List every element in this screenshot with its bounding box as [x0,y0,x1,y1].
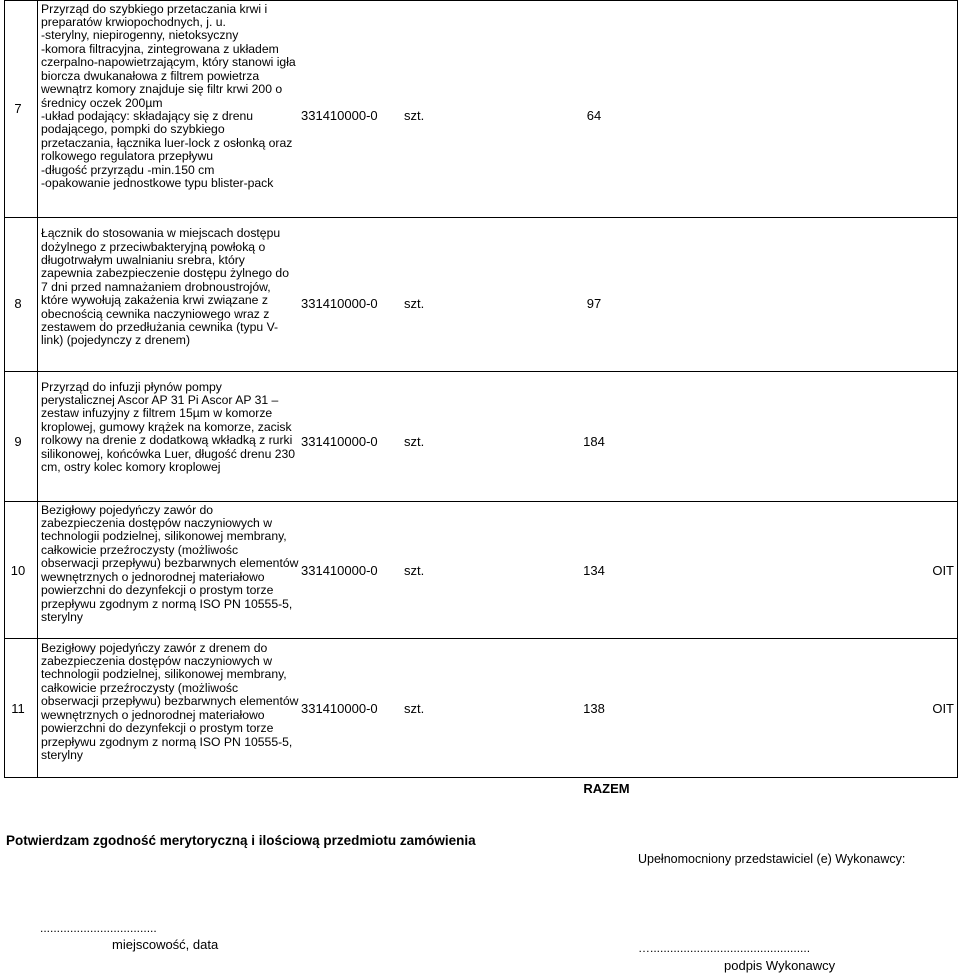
row-unit: szt. [404,562,425,578]
place-date-line: ................................... [40,921,157,935]
signature-line: …................................................ [638,941,811,955]
total-label: RAZEM [583,781,630,796]
row-unit: szt. [404,700,425,716]
row-description: Łącznik do stosowania w miejscach dostępu dożylnego z przeciwbakteryjną powłoką o długotrwałym uwalnianiu srebra, który zapewnia zabezpieczenie dostępu żylnego do 7 dni przed namnażaniem drobnoustrojów, które wywołują zakażenia krwi związane z obecnością cewnika naczyniowego wraz z zestawem do przedłużania cewnika (typu V- link) (pojedynczy z drenem) [41,226,289,348]
representative-label: Upełnomocniony przedstawiciel (e) Wykonawcy: [638,852,906,866]
row-unit: szt. [404,295,425,311]
row-cpv-code: 331410000-0 [301,562,378,578]
row-description: Przyrząd do infuzji płynów pompy perystalicznej Ascor AP 31 Pi Ascor AP 31 – zestaw infuzyjny z filtrem 15µm w komorze kroplowej, gumowy krążek na komorze, zacisk rolkowy na drenie z dodatkową wkładką z rurki silikonowej, końcówka Luer, długość drenu 230 cm, ostry kolec komory kroplowej [41,379,296,475]
row-category [884,218,954,388]
row-number: 11 [11,700,25,716]
row-quantity: 97 [586,295,602,311]
confirmation-statement: Potwierdzam zgodność merytoryczną i ilościową przedmiotu zamówienia [6,833,476,848]
row-cpv-code: 331410000-0 [301,107,378,123]
row-cpv-code: 331410000-0 [301,295,378,311]
row-quantity: 138 [583,700,605,716]
signature-label: podpis Wykonawcy [724,958,836,973]
col-border [37,0,38,778]
row-quantity: 134 [583,562,605,578]
row-border [4,777,958,778]
row-number: 10 [10,562,26,578]
row-unit: szt. [404,433,425,449]
row-category: OIT [932,562,954,578]
row-number: 8 [14,295,22,311]
row-category [884,372,954,510]
row-quantity: 184 [583,433,605,449]
place-date-label: miejscowość, data [112,937,219,952]
row-number: 7 [14,101,22,116]
row-description: Bezigłowy pojedyńczy zawór do zabezpieczenia dostępów naczyniowych w technologii podzielnej, silikonowej membrany, całkowicie przeźroczysty (możliwośc obserwacji przepływu) bezbarwnych elementów wewnętrznych o jednorodnej materiałowo powierzchni do dezynfekcji o prostym torze przepływu zgodnym z normą ISO PN 10555-5, sterylny [41,502,299,624]
row-category: OIT [932,700,954,716]
row-quantity: 64 [586,107,602,123]
row-cpv-code: 331410000-0 [301,433,378,449]
row-number: 9 [14,433,22,449]
order-table [4,0,958,797]
row-category [884,0,954,230]
row-cpv-code: 331410000-0 [301,700,378,716]
row-unit: szt. [404,107,425,123]
col-border [957,0,958,778]
row-description: Bezigłowy pojedyńczy zawór z drenem do zabezpieczenia dostępów naczyniowych w technologii podzielnej, silikonowej membrany, całkowicie przeźroczysty (możliwośc obserwacji przepływu) bezbarwnych elementów wewnętrznych o jednorodnej materiałowo powierzchni do dezynfekcji o prostym torze przepływu zgodnym z normą ISO PN 10555-5, sterylny [41,640,299,762]
row-description: Przyrząd do szybkiego przetaczania krwi i preparatów krwiopochodnych, j. u. -sterylny, niepirogenny, nietoksyczny -komora filtracyjna, zintegrowana z układem czerpalno-napowietrzającym, który stanowi igła biorcza dwukanałowa z filtrem powietrza wewnątrz komory znajduje się filtr krwi 200 o średnicy oczek 200µm -układ podający: składający się z drenu podającego, pompki do szybkiego przetaczania, łącznika luer-lock z osłonką oraz rolkowego regulatora przepływu -długość przyrządu -min.150 cm -opakowanie jednostkowe typu blister-pack [41,1,296,190]
